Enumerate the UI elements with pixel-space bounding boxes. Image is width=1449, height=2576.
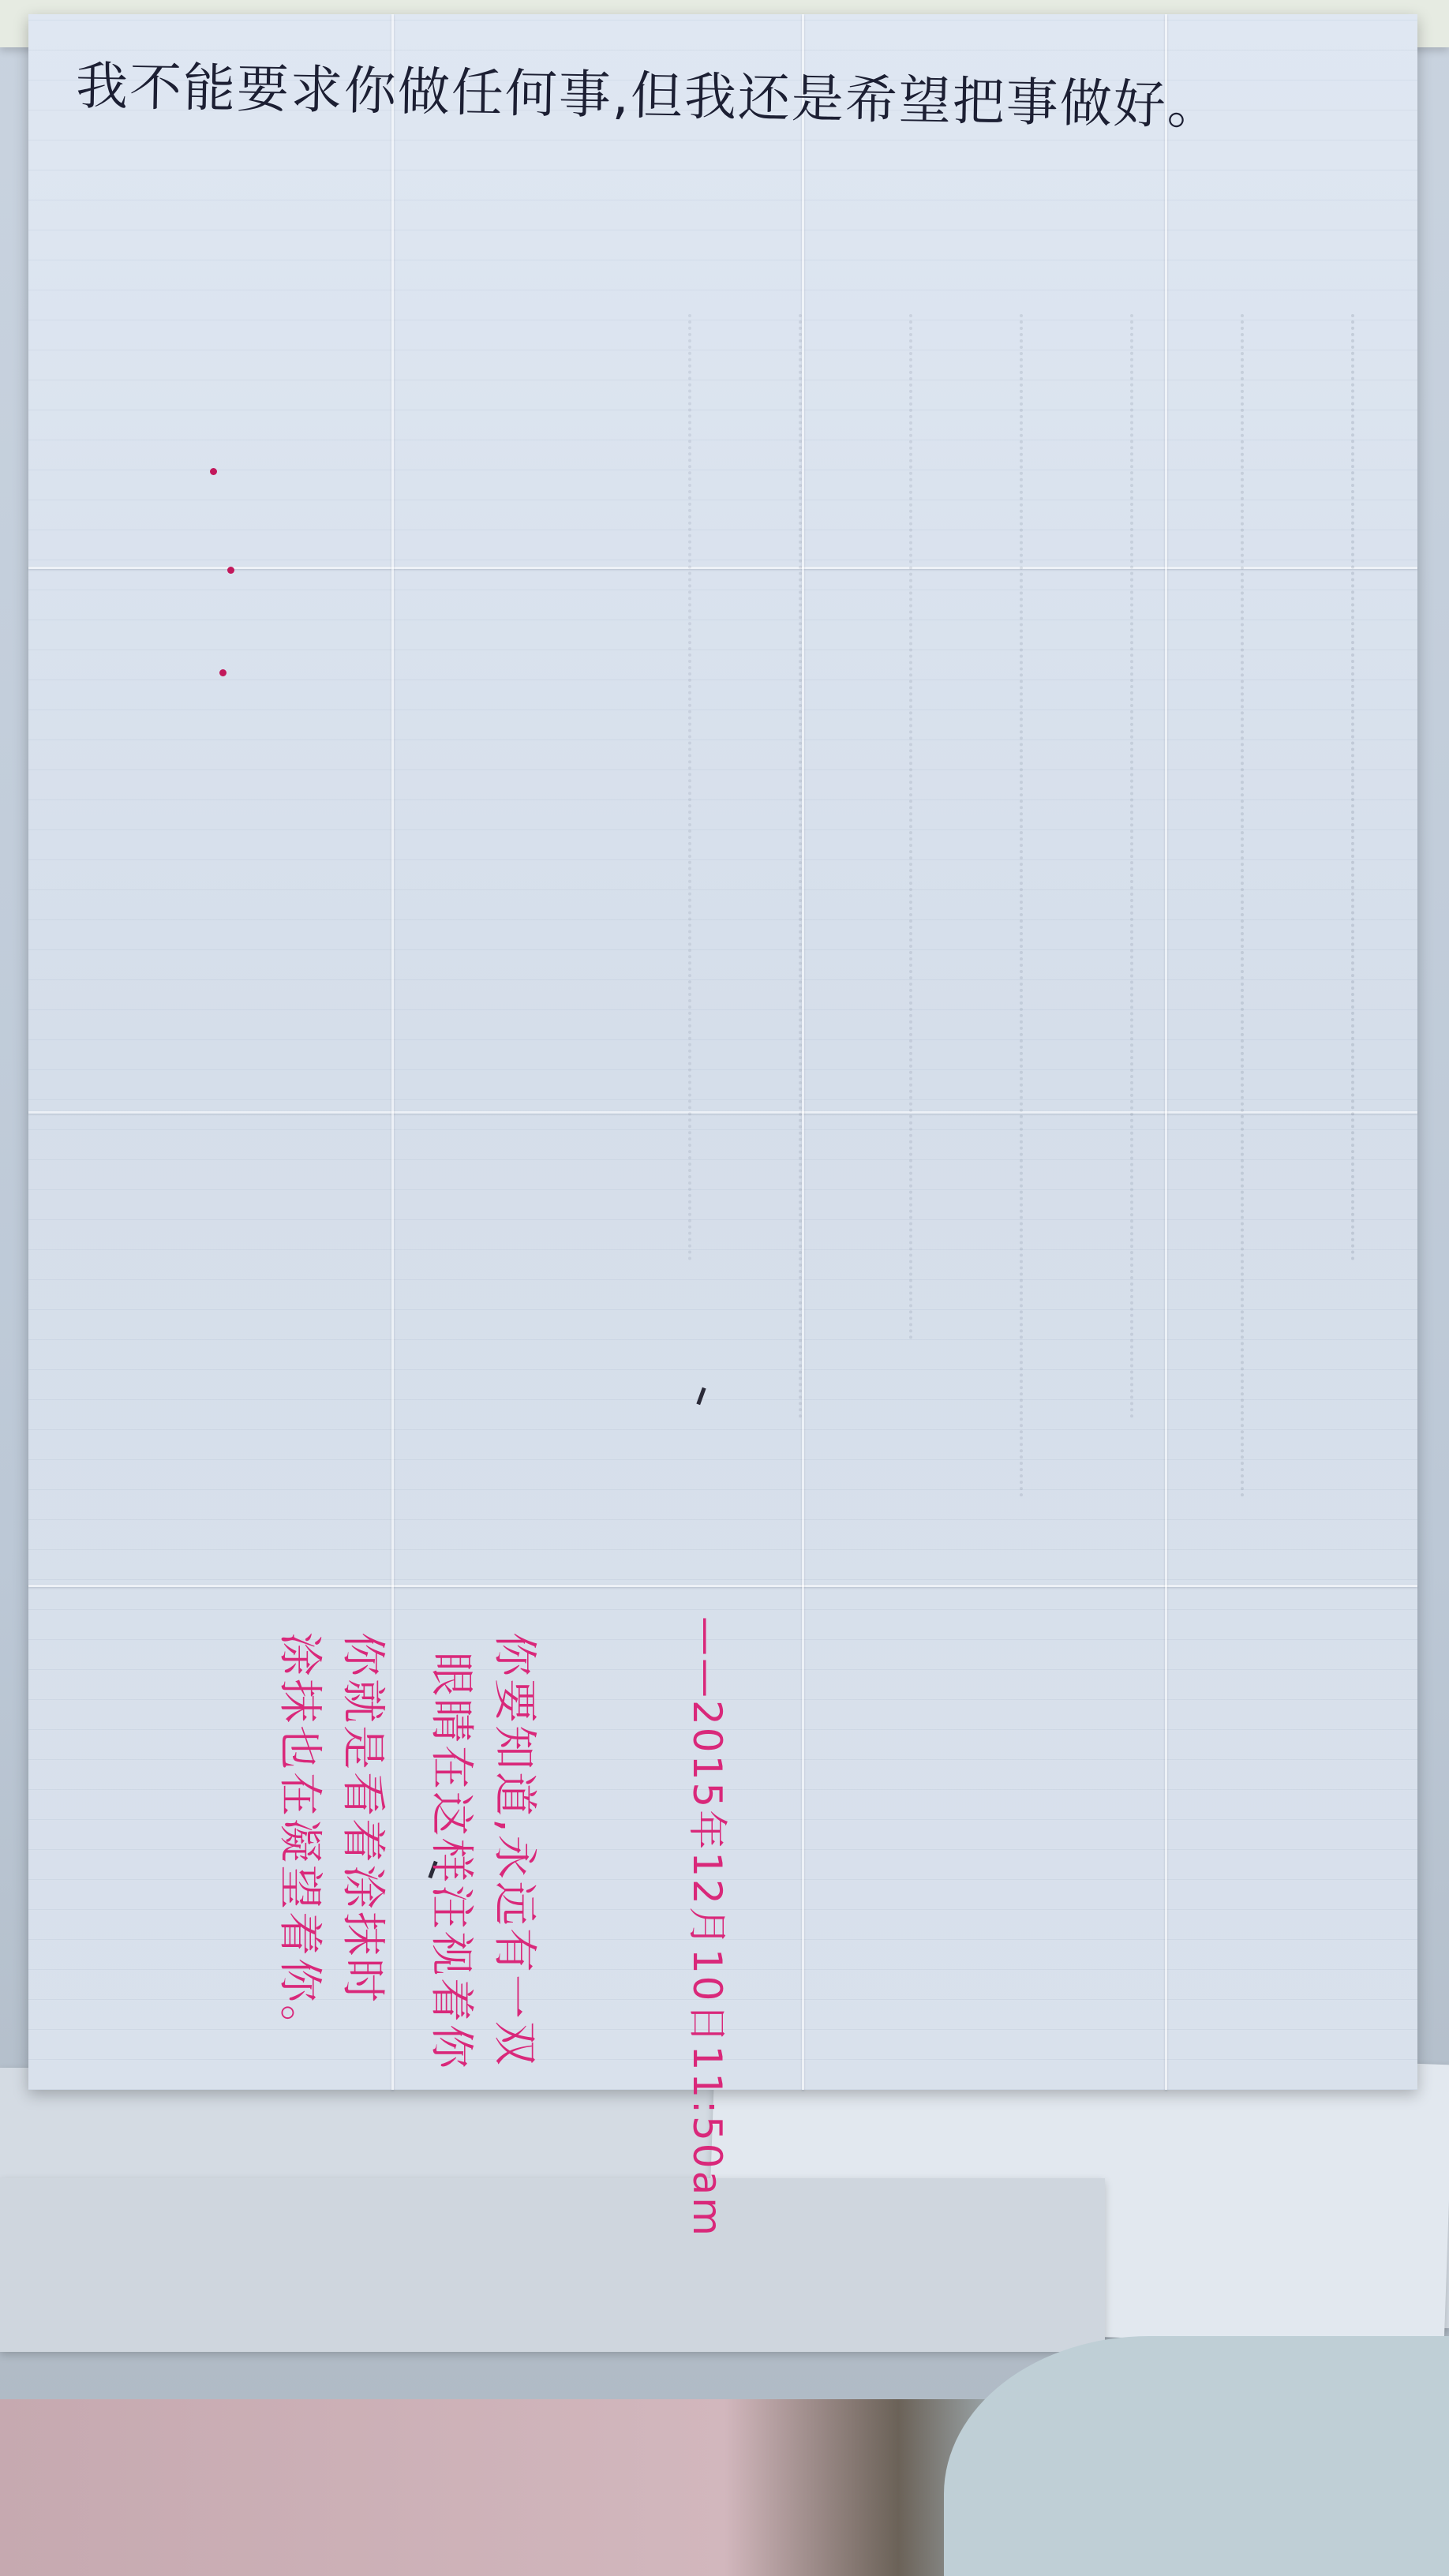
letter-sheet — [28, 14, 1417, 2238]
poem-line-2: 眼睛在这样注视着你 — [425, 1652, 477, 2071]
bleed-through-writing — [972, 314, 1023, 1498]
ink-dot — [219, 669, 227, 676]
cloth — [944, 2336, 1449, 2576]
bleed-through-writing — [1083, 314, 1133, 1419]
fold-crease — [28, 1585, 1417, 1587]
bleed-through-writing — [751, 314, 802, 1419]
ink-dot — [227, 567, 234, 574]
fold-crease — [1165, 14, 1167, 2090]
fold-crease — [802, 14, 804, 2090]
under-paper — [0, 2178, 1105, 2352]
bleed-through-writing — [1193, 314, 1244, 1498]
header-handwriting: 我不能要求你做任何事,但我还是希望把事做好。 — [75, 55, 1222, 137]
ink-mark — [696, 1387, 706, 1405]
margin-note-line-1: 你就是看着涂抹时 — [337, 1632, 388, 2005]
bleed-through-writing — [1304, 314, 1354, 1261]
ink-dot — [210, 468, 217, 475]
poem-line-1: 你要知道,永远有一双 — [489, 1632, 540, 2068]
bleed-through-writing — [862, 314, 912, 1340]
signature-line: ——2015年12月10日11:50am — [684, 1616, 730, 2238]
bleed-through-writing — [641, 314, 691, 1261]
margin-note-line-2: 涂抹也在凝望着你。 — [274, 1632, 325, 2051]
